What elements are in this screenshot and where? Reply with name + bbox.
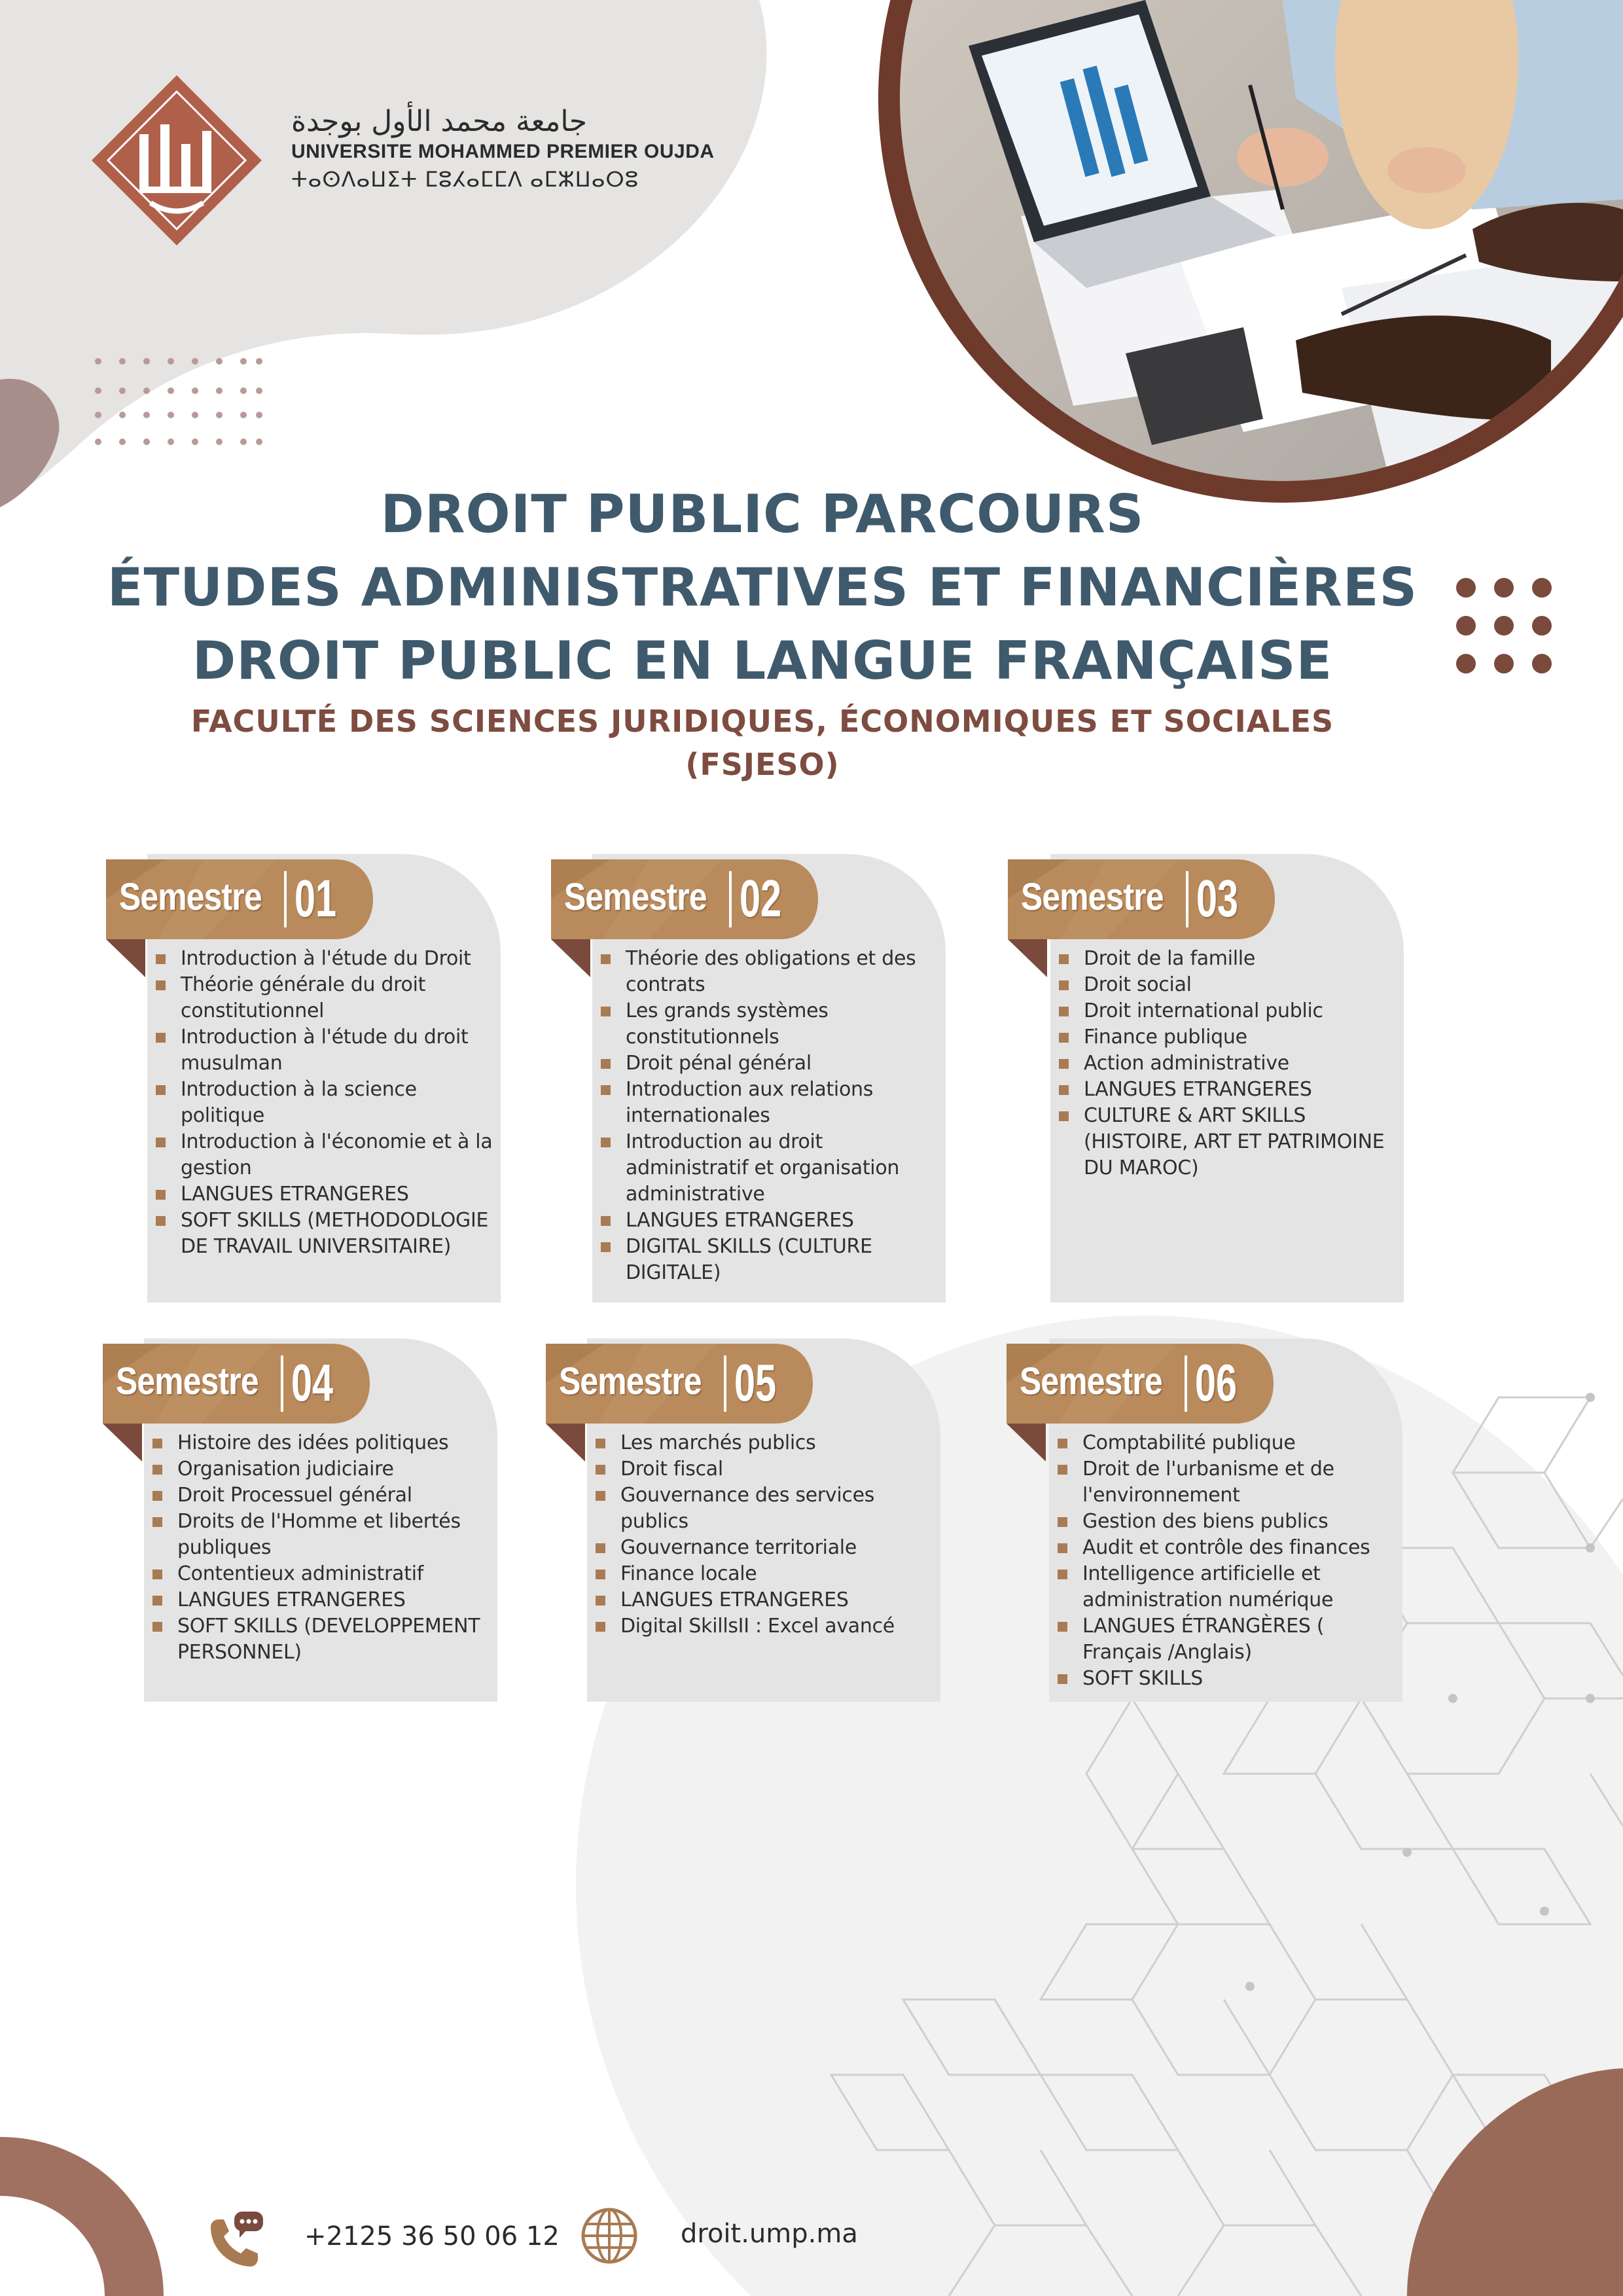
course-item: Droit fiscal [587, 1456, 934, 1482]
semester-number: 06 [1195, 1354, 1238, 1412]
semester-divider [729, 871, 732, 927]
university-name-arabic: جامعة محمد الأول بوجدة [291, 105, 588, 138]
course-item: Finance publique [1050, 1024, 1397, 1050]
course-item: SOFT SKILLS (DEVELOPPEMENT PERSONNEL) [144, 1613, 491, 1666]
university-name-french: UNIVERSITE MOHAMMED PREMIER OUJDA [291, 141, 715, 162]
semester-divider [281, 1355, 283, 1412]
semester-number: 05 [734, 1354, 777, 1412]
course-item: Gouvernance des services publics [587, 1482, 934, 1535]
semester-number: 01 [294, 869, 337, 927]
globe-icon [579, 2206, 639, 2266]
semester-tab [106, 859, 368, 939]
course-item: Gouvernance territoriale [587, 1535, 934, 1561]
semester-number: 03 [1196, 869, 1239, 927]
course-item: Histoire des idées politiques [144, 1430, 491, 1456]
semester-label: Semestre [116, 1360, 259, 1403]
course-item: DIGITAL SKILLS (CULTURE DIGITALE) [592, 1234, 939, 1286]
course-item: LANGUES ETRANGERES [592, 1208, 939, 1234]
title-line-1: DROIT PUBLIC PARCOURS [380, 484, 1145, 545]
title-block [0, 478, 1525, 784]
course-item: SOFT SKILLS [1049, 1666, 1396, 1692]
course-list [147, 946, 494, 1260]
course-item: Introduction à l'étude du droit musulman [147, 1024, 494, 1077]
semester-tab [1007, 1344, 1268, 1424]
course-item: Droit social [1050, 972, 1397, 998]
course-item: Intelligence artificielle et administration numérique [1049, 1561, 1396, 1613]
semester-tab [103, 1344, 365, 1424]
semester-divider [1186, 871, 1188, 927]
semester-tab [546, 1344, 808, 1424]
faculty-abbreviation: (FSJESO) [685, 747, 840, 782]
course-item: LANGUES ETRANGERES [587, 1587, 934, 1613]
semester-label: Semestre [1020, 1360, 1162, 1403]
course-item: Digital SkillsII : Excel avancé [587, 1613, 934, 1640]
semester-divider [1185, 1355, 1187, 1412]
course-item: Droit pénal général [592, 1050, 939, 1077]
footer-phone[interactable]: +2125 36 50 06 12 [304, 2221, 560, 2251]
semester-label: Semestre [559, 1360, 702, 1403]
course-item: Droit de l'urbanisme et de l'environnement [1049, 1456, 1396, 1509]
course-item: Introduction à l'économie et à la gestion [147, 1129, 494, 1181]
course-item: Introduction au droit administratif et organisation administrative [592, 1129, 939, 1208]
course-item: SOFT SKILLS (METHODODLOGIE DE TRAVAIL UNIVERSITAIRE) [147, 1208, 494, 1260]
semester-tab [1008, 859, 1270, 939]
university-name-block [291, 105, 715, 192]
course-item: CULTURE & ART SKILLS (HISTOIRE, ART ET PATRIMOINE DU MAROC) [1050, 1103, 1397, 1181]
course-item: Droits de l'Homme et libertés publiques [144, 1509, 491, 1561]
faculty-name: FACULTÉ DES SCIENCES JURIDIQUES, ÉCONOMIQUES ET SOCIALES [190, 704, 1334, 739]
university-logo [88, 72, 265, 249]
semester-label: Semestre [1021, 876, 1164, 918]
course-item: Droit international public [1050, 998, 1397, 1024]
title-line-3: DROIT PUBLIC EN LANGUE FRANÇAISE [192, 630, 1333, 691]
course-item: Organisation judiciaire [144, 1456, 491, 1482]
phone-icon [203, 2209, 265, 2271]
course-item: Les grands systèmes constitutionnels [592, 998, 939, 1050]
course-item: Action administrative [1050, 1050, 1397, 1077]
course-list [592, 946, 939, 1286]
course-item: Droit de la famille [1050, 946, 1397, 972]
bottom-left-arc [0, 2137, 164, 2296]
course-item: LANGUES ETRANGERES [1050, 1077, 1397, 1103]
course-item: Introduction à l'étude du Droit [147, 946, 494, 972]
course-item: Comptabilité publique [1049, 1430, 1396, 1456]
course-item: Finance locale [587, 1561, 934, 1587]
course-item: Contentieux administratif [144, 1561, 491, 1587]
course-item: Droit Processuel général [144, 1482, 491, 1509]
semester-number: 02 [740, 869, 782, 927]
course-item: Théorie des obligations et des contrats [592, 946, 939, 998]
course-item: Gestion des biens publics [1049, 1509, 1396, 1535]
semester-tab [551, 859, 813, 939]
course-item: Les marchés publics [587, 1430, 934, 1456]
course-item: LANGUES ETRANGERES [147, 1181, 494, 1208]
course-item: Introduction aux relations internationales [592, 1077, 939, 1129]
course-item: LANGUES ÉTRANGÈRES ( Français /Anglais) [1049, 1613, 1396, 1666]
course-item: LANGUES ETRANGERES [144, 1587, 491, 1613]
footer-website[interactable]: droit.ump.ma [681, 2219, 858, 2249]
semester-number: 04 [291, 1354, 334, 1412]
semester-label: Semestre [564, 876, 707, 918]
university-name-tifinagh: ⵜⴰⵙⴷⴰⵡⵉⵜ ⵎⵓⵃⴰⵎⵎⴷ ⴰⵎⵣⵡⴰⵔⵓ [291, 167, 639, 192]
semester-divider [284, 871, 287, 927]
course-item: Introduction à la science politique [147, 1077, 494, 1129]
course-item: Théorie générale du droit constitutionnel [147, 972, 494, 1024]
course-list [1049, 1430, 1396, 1692]
title-line-2: ÉTUDES ADMINISTRATIVES ET FINANCIÈRES [107, 557, 1418, 618]
semester-divider [724, 1355, 726, 1412]
course-item: Audit et contrôle des finances [1049, 1535, 1396, 1561]
semester-label: Semestre [119, 876, 262, 918]
